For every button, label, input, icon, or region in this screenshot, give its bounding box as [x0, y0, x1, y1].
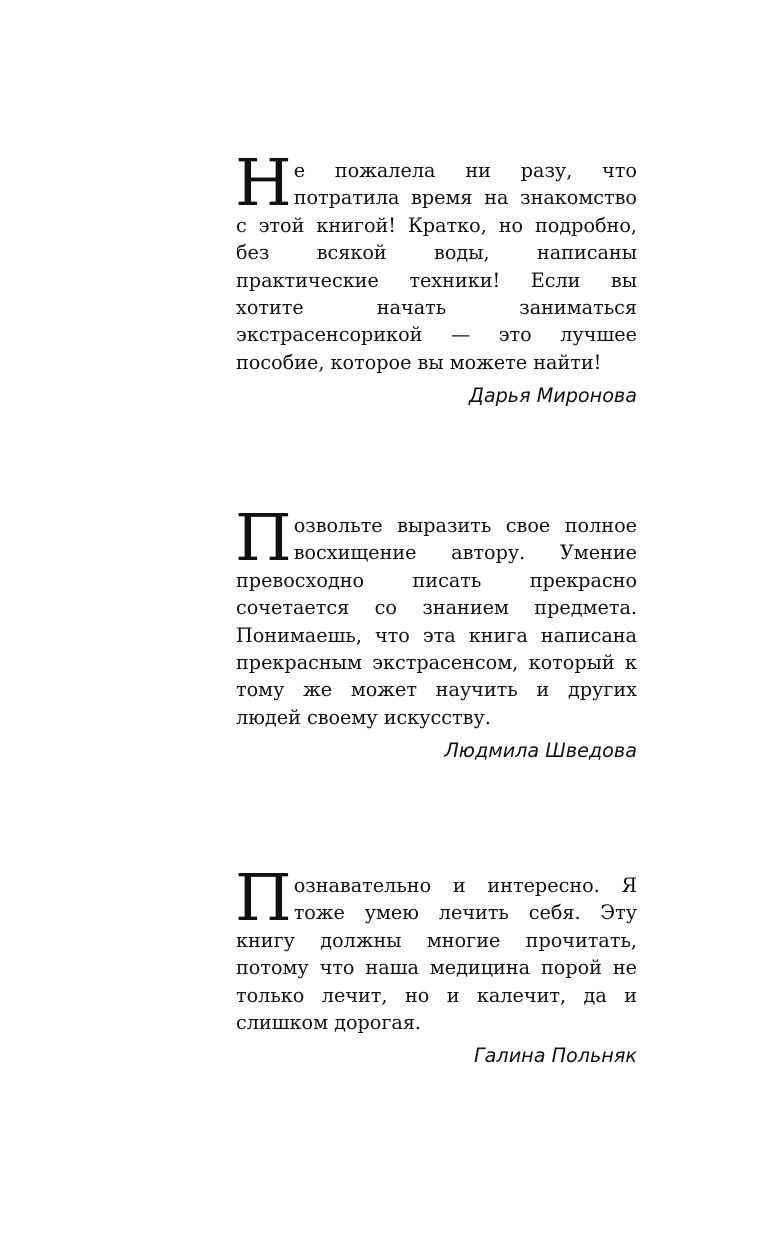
- review-author: Людмила Шведова: [444, 739, 637, 763]
- drop-cap: П: [235, 861, 292, 936]
- review-body: е пожалела ни разу, что потратила время на знакомство с этой книгой! Кратко, но подробно, без всякой воды, написаны практические техники! Если вы хотите начать заниматься экстрасенсорикой — это лучшее пособие, которое вы можете найти!: [236, 159, 637, 374]
- review-text: [235, 501, 637, 731]
- review-author: Дарья Миронова: [468, 384, 637, 408]
- review-body: ознавательно и интересно. Я тоже умею лечить себя. Эту книгу должны многие прочитать, потому что наша медицина порой не только лечит, но и калечит, да и слишком дорогая.: [236, 874, 637, 1035]
- review-text: [235, 146, 637, 376]
- review-block-2: [235, 501, 637, 763]
- review-body: озвольте выразить свое полное восхищение автору. Умение превосходно писать прекрасно сочетается со знанием предмета. Понимаешь, что эта книга написана прекрасным экстрасенсом, который к тому же может научить и других людей своему искусству.: [236, 514, 637, 729]
- drop-cap: П: [235, 501, 292, 576]
- review-block-3: [235, 861, 637, 1068]
- drop-cap: Н: [235, 146, 292, 221]
- review-block-1: [235, 146, 637, 408]
- review-text: [235, 861, 637, 1036]
- review-author: Галина Польняк: [473, 1044, 637, 1068]
